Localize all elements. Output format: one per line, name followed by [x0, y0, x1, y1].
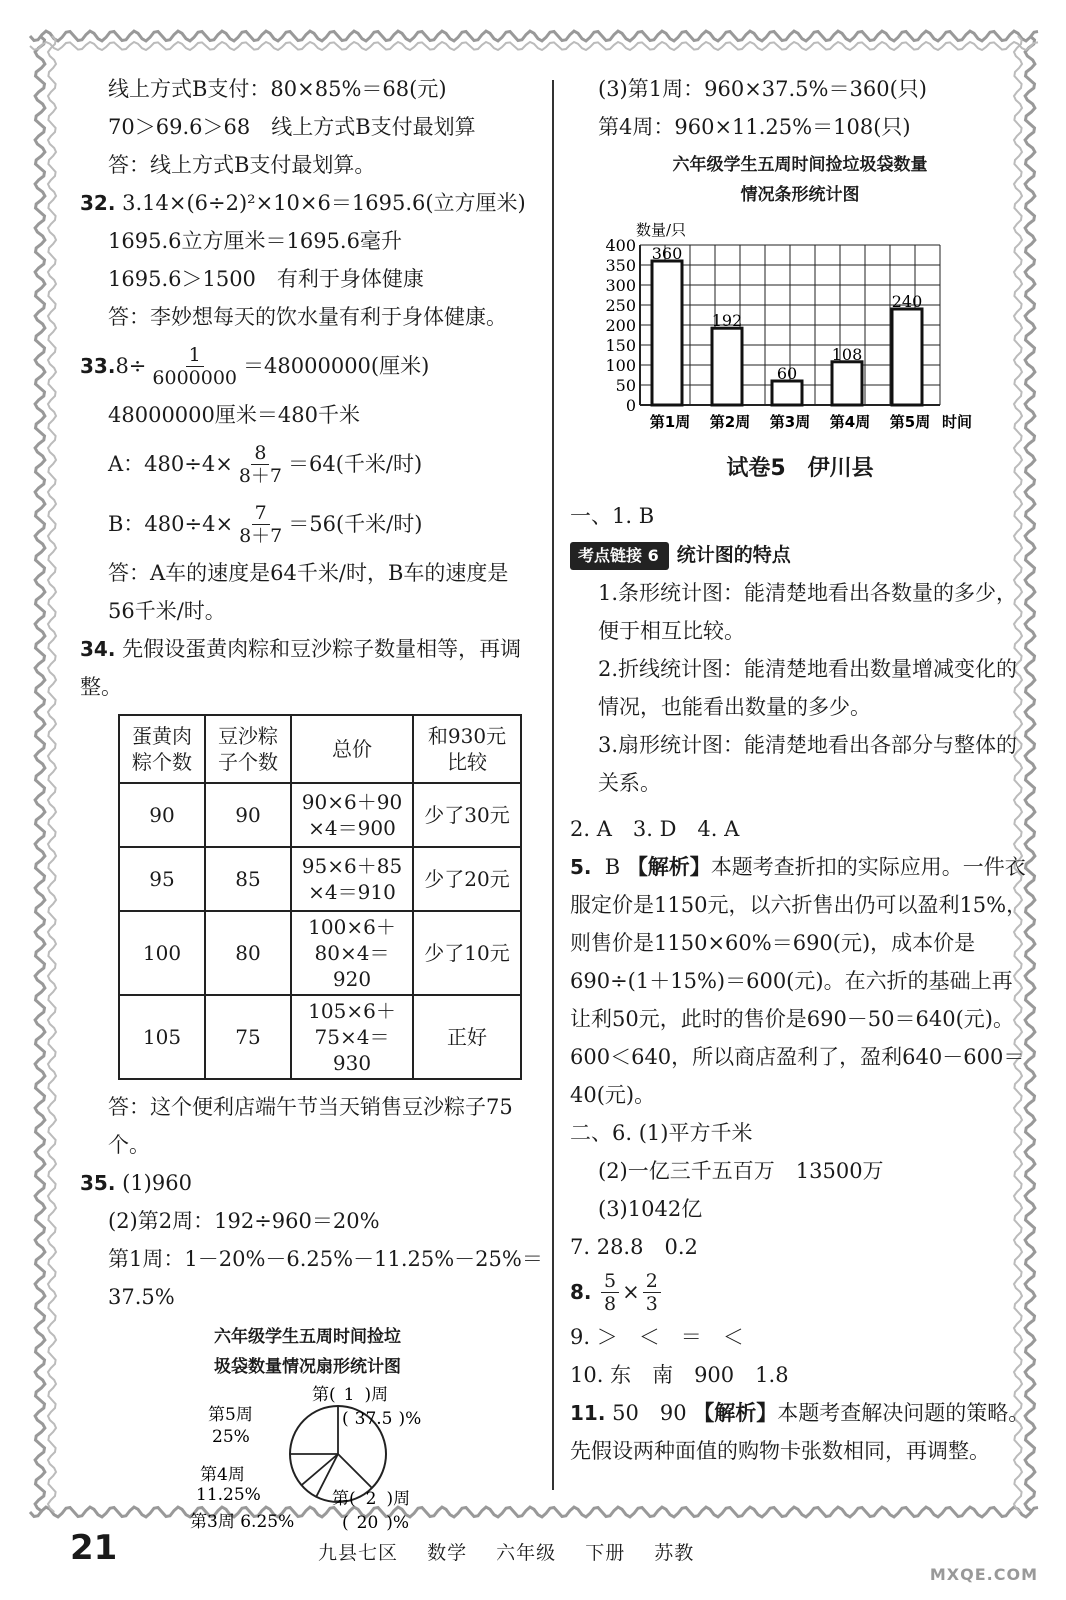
q9: 9. ＞ ＜ ＝ ＜ — [570, 1325, 744, 1349]
q6-3: (3)1042亿 — [598, 1197, 703, 1221]
q5-analysis: 本题考查折扣的实际应用。一件衣服定价是1150元，以六折售出仍可以盈利15%，则售价是1150×60%＝690(元)，成本价是690÷(1＋15%)＝600(元)。在六折的基础上再让利50元，此时的售价是690－50＝640(元)。600＜640，所以商店盈利了，盈利640－600＝40(元)。 — [570, 855, 1028, 1107]
table-row — [119, 847, 521, 911]
header-text: 总价 — [332, 737, 372, 761]
x-tick-label: 第2周 — [709, 413, 751, 431]
y-tick-label: 150 — [605, 336, 636, 355]
q33-b-den: 8＋7 — [239, 524, 283, 547]
q8 — [570, 1266, 1030, 1318]
q33-line-2: 48000000厘米＝480千米 — [108, 403, 360, 427]
x-tick-label: 第1周 — [649, 413, 691, 431]
pie-label-pct1: ( 37.5 )% — [342, 1409, 422, 1429]
q5-answer: B — [604, 855, 621, 879]
header-text: 比较 — [447, 750, 487, 774]
watermark-text: MXQE.COM — [929, 1565, 1038, 1584]
pie-label-week5: 第5周 — [208, 1405, 253, 1425]
cell-text: ×4＝910 — [308, 880, 396, 904]
q11 — [570, 1394, 1030, 1470]
q35-number: 35. — [80, 1171, 116, 1195]
q32-line-3: 1695.6＞1500 有利于身体健康 — [108, 267, 424, 291]
knowledge-link — [570, 535, 1030, 574]
knowledge-title: 统计图的特点 — [676, 544, 791, 566]
pie-label-week4: 第4周 — [200, 1465, 245, 1485]
pie-chart — [80, 1382, 535, 1532]
q31-line-2: 70＞69.6＞68 线上方式B支付最划算 — [108, 115, 476, 139]
pie-label-pct4: 11.25% — [196, 1485, 261, 1505]
page-number: 21 — [70, 1528, 118, 1568]
table-header-cell — [119, 715, 205, 783]
q33-post: ＝48000000(厘米) — [243, 354, 430, 378]
bar-title-line-1: 六年级学生五周时间捡垃圾袋数量 — [672, 155, 928, 175]
table-row — [119, 995, 521, 1079]
table-cell: 90 — [119, 783, 205, 847]
q32-answer: 答：李妙想每天的饮水量有利于身体健康。 — [108, 305, 507, 329]
pie-label-week3: 第3周 6.25% — [190, 1512, 295, 1532]
right-column — [570, 70, 1030, 1470]
q8-fraction-1 — [601, 1270, 619, 1315]
q33-b-pre: B：480÷4× — [108, 512, 234, 536]
table-header-cell — [205, 715, 291, 783]
q33-answer: 答：A车的速度是64千米/时，B车的速度是56千米/时。 — [108, 561, 509, 623]
y-tick-label: 350 — [605, 256, 636, 275]
y-axis-label: 数量/只 — [636, 221, 687, 239]
header-text: 子个数 — [218, 750, 278, 774]
table-header-row — [119, 715, 521, 783]
q35-line-1 — [80, 1164, 535, 1202]
cell-text: 105×6＋ — [308, 999, 396, 1023]
pie-label-pct5: 25% — [212, 1427, 250, 1447]
q10: 10. 东 南 900 1.8 — [570, 1363, 789, 1387]
bar-value-label: 360 — [651, 244, 683, 263]
table-cell: 100 — [119, 911, 205, 995]
pie-title-line-2: 圾袋数量情况扇形统计图 — [214, 1357, 401, 1377]
y-tick-label: 100 — [605, 356, 636, 375]
bar-value-label: 60 — [776, 364, 798, 383]
table-row — [119, 911, 521, 995]
x-axis-label: 时间 — [942, 413, 973, 431]
q33-b-fraction — [236, 502, 285, 547]
book-region: 九县七区 — [318, 1542, 399, 1564]
q33-frac-den: 6000000 — [152, 366, 238, 389]
q34-answer: 答：这个便利店端午节当天销售豆沙粽子75个。 — [108, 1095, 513, 1157]
y-tick-label: 400 — [605, 236, 636, 255]
column-divider — [552, 80, 554, 1490]
bar-chart-title — [570, 150, 1030, 210]
table-cell: 少了30元 — [413, 783, 521, 847]
q8-num-2: 2 — [643, 1270, 661, 1293]
q5-analysis-tag: 【解析】 — [626, 855, 711, 879]
page-footer — [70, 1528, 1000, 1578]
table-header-cell — [413, 715, 521, 783]
q33-a-fraction — [236, 442, 285, 487]
q35-line-2: (2)第2周：192÷960＝20% — [108, 1209, 380, 1233]
pie-label-week1: 第( 1 )周 — [312, 1385, 389, 1405]
table-cell: 95 — [119, 847, 205, 911]
table-cell: 85 — [205, 847, 291, 911]
q33-a-post: ＝64(千米/时) — [288, 452, 423, 476]
q5 — [570, 848, 1030, 1114]
pie-divider — [338, 1454, 372, 1488]
header-text: 蛋黄肉 — [132, 724, 192, 748]
section-title: 试卷5 伊川县 — [726, 456, 874, 481]
q35-part-3-line-2: 第4周：960×11.25%＝108(只) — [598, 115, 911, 139]
q8-fraction-2 — [643, 1270, 661, 1315]
x-tick-label: 第5周 — [889, 413, 931, 431]
q8-number: 8. — [570, 1280, 592, 1304]
q35-part-1: (1)960 — [122, 1171, 192, 1195]
q35-line-4: 37.5% — [108, 1285, 175, 1309]
header-text: 和930元 — [427, 724, 507, 748]
table-row — [119, 783, 521, 847]
q32-number: 32. — [80, 191, 116, 215]
q6-2: (2)一亿三千五百万 13500万 — [598, 1159, 884, 1183]
bar — [772, 381, 802, 405]
q33-line-1 — [80, 336, 535, 396]
cell-text: ×4＝900 — [308, 816, 396, 840]
q35-line-3: 第1周：1－20%－6.25%－11.25%－25%＝ — [108, 1247, 543, 1271]
q8-operator: × — [622, 1280, 640, 1304]
y-tick-label: 300 — [605, 276, 636, 295]
knowledge-point-3: 3.扇形统计图：能清楚地看出各部分与整体的关系。 — [598, 733, 1018, 795]
table-cell: 80 — [205, 911, 291, 995]
cell-text: 90×6＋90 — [301, 790, 403, 814]
header-text: 豆沙粽 — [218, 724, 278, 748]
q34-text: 先假设蛋黄肉粽和豆沙粽子数量相等，再调整。 — [80, 637, 522, 699]
q33-pre: 8÷ — [115, 354, 147, 378]
cell-text: 95×6＋85 — [301, 854, 403, 878]
cell-text: 100×6＋ — [308, 915, 396, 939]
cell-text: 80×4＝920 — [314, 941, 390, 991]
table-cell: 少了20元 — [413, 847, 521, 911]
pie-label-week2: 第( 2 )周 — [332, 1489, 411, 1509]
q34-table — [118, 714, 522, 1080]
q33-number: 33. — [80, 354, 116, 378]
book-edition: 苏教 — [654, 1542, 695, 1564]
q33-b-post: ＝56(千米/时) — [288, 512, 423, 536]
pie-divider — [302, 1454, 339, 1485]
q32-line-1 — [80, 184, 535, 222]
q33-a-pre: A：480÷4× — [108, 452, 233, 476]
table-cell: 75 — [205, 995, 291, 1079]
bar — [712, 328, 742, 405]
part1-q1: 一、1. B — [570, 504, 655, 528]
y-tick-label: 200 — [605, 316, 636, 335]
bar-value-label: 108 — [831, 344, 863, 364]
table-cell: 90 — [205, 783, 291, 847]
q32-formula: 3.14×(6÷2)²×10×6＝1695.6(立方厘米) — [122, 191, 526, 215]
pie-title-line-1: 六年级学生五周时间捡垃 — [214, 1327, 401, 1347]
watermark-logo — [880, 1500, 1050, 1590]
pie-chart-title — [80, 1322, 535, 1382]
q7: 7. 28.8 0.2 — [570, 1235, 698, 1259]
knowledge-badge: 考点链接 6 — [570, 542, 669, 570]
q32-line-2: 1695.6立方厘米＝1695.6毫升 — [108, 229, 402, 253]
q33-frac-num: 1 — [186, 344, 204, 367]
bar-title-line-2: 情况条形统计图 — [740, 185, 860, 205]
table-cell: 正好 — [413, 995, 521, 1079]
table-cell: 少了10元 — [413, 911, 521, 995]
q11-analysis-tag: 【解析】 — [693, 1401, 778, 1425]
q33-a-den: 8＋7 — [238, 464, 282, 487]
q33-line-a — [80, 434, 535, 494]
q33-a-num: 8 — [251, 442, 269, 465]
q11-answer: 50 90 — [612, 1401, 687, 1425]
bar-chart — [570, 210, 1030, 435]
part1-q2-4: 2. A 3. D 4. A — [570, 817, 740, 841]
left-column — [80, 70, 543, 1532]
q31-answer: 答：线上方式B支付最划算。 — [108, 153, 376, 177]
y-tick-label: 250 — [605, 296, 636, 315]
table-cell — [291, 783, 413, 847]
q5-number: 5. — [570, 855, 592, 879]
bar — [832, 362, 862, 405]
bar — [652, 261, 682, 405]
q33-b-num: 7 — [252, 502, 270, 525]
x-tick-label: 第3周 — [769, 413, 811, 431]
q34-line-1 — [80, 630, 535, 706]
book-info — [318, 1538, 716, 1565]
q8-den-2: 3 — [645, 1292, 658, 1315]
table-cell — [291, 995, 413, 1079]
q31-line-1: 线上方式B支付：80×85%＝68(元) — [108, 77, 447, 101]
q8-num-1: 5 — [601, 1270, 619, 1293]
book-grade: 六年级 — [496, 1542, 557, 1564]
q33-fraction — [149, 344, 240, 389]
book-subject: 数学 — [427, 1542, 468, 1564]
table-header-cell — [291, 715, 413, 783]
header-text: 粽个数 — [132, 750, 192, 774]
y-tick-label: 0 — [625, 396, 636, 415]
part2-q6-1: 二、6. (1)平方千米 — [570, 1121, 753, 1145]
knowledge-point-1: 1.条形统计图：能清楚地看出各数量的多少，便于相互比较。 — [598, 581, 1018, 643]
q11-number: 11. — [570, 1401, 606, 1425]
q34-number: 34. — [80, 637, 116, 661]
table-cell: 105 — [119, 995, 205, 1079]
q33-line-b — [80, 494, 535, 554]
bar-value-label: 240 — [891, 292, 923, 311]
y-tick-label: 50 — [615, 376, 636, 395]
x-tick-label: 第4周 — [829, 413, 871, 431]
knowledge-point-2: 2.折线统计图：能清楚地看出数量增减变化的情况，也能看出数量的多少。 — [598, 657, 1018, 719]
q11-analysis: 本题考查解决问题的策略。先假设两种面值的购物卡张数相同，再调整。 — [570, 1401, 1030, 1463]
book-volume: 下册 — [585, 1542, 626, 1564]
table-cell — [291, 911, 413, 995]
q8-den-1: 8 — [604, 1292, 617, 1315]
bar-value-label: 192 — [711, 311, 743, 331]
pie-label-pct2: ( 20 )% — [342, 1513, 410, 1532]
bar — [892, 309, 922, 405]
cell-text: 75×4＝930 — [314, 1025, 390, 1075]
q35-part-3-line-1: (3)第1周：960×37.5%＝360(只) — [598, 77, 927, 101]
table-cell — [291, 847, 413, 911]
